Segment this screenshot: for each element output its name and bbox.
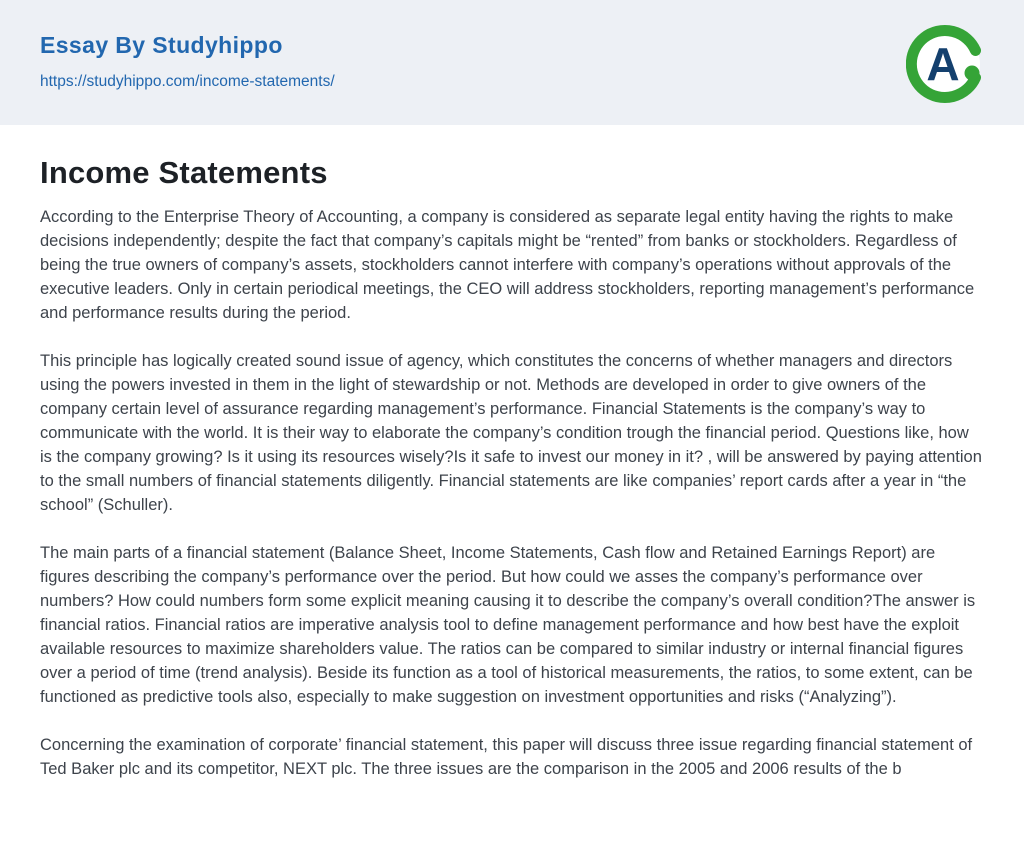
article-paragraph-2: This principle has logically created sound issue of agency, which constitutes the concerns of whether managers and directors using the powers invested in them in the light of stewardship or not. Methods are developed in order to give owners of the company certain level of assurance regarding management’s performance. Financial Statements is the company’s way to communicate with the world. It is their way to elaborate the company’s condition trough the financial period. Questions like, how is the company growing? Is it using its resources wisely?Is it safe to invest our money in it? , will be answered by paying attention to the small numbers of financial statements diligently. Financial statements are like companies’ report cards after a year in “the school” (Schuller). [40, 352, 982, 514]
studyhippo-logo[interactable] [906, 24, 986, 104]
article-paragraph-1: According to the Enterprise Theory of Accounting, a company is considered as separate legal entity having the rights to make decisions independently; despite the fact that company’s capitals might be “rented” from banks or stockholders. Regardless of being the true owners of company’s assets, stockholders cannot interfere with company’s operations without approvals of the executive leaders. Only in certain periodical meetings, the CEO will address stockholders, reporting management’s performance and performance results during the period. [40, 208, 975, 322]
page-title: Income Statements [40, 155, 328, 190]
article-url-link[interactable]: https://studyhippo.com/income-statements/ [40, 73, 335, 90]
site-title: Essay By Studyhippo [40, 32, 283, 58]
article-paragraph-3: The main parts of a financial statement (Balance Sheet, Income Statements, Cash flow and Retained Earnings Report) are figures describing the company’s performance over the period. But how could we asses the company’s performance over numbers? How could numbers form some explicit meaning causing it to describe the company’s overall condition?The answer is financial ratios. Financial ratios are imperative analysis tool to define management performance and how best have the exploit available resources to maximize shareholders value. The ratios can be compared to similar industry or internal financial figures over a period of time (trend analysis). Beside its function as a tool of historical measurements, the ratios, to some extent, can be functioned as predictive tools also, especially to make suggestion on investment opportunities and risks (“Analyzing”). [40, 544, 976, 706]
studyhippo-logo-icon [906, 24, 986, 104]
site-header [0, 0, 1024, 125]
article-paragraph-4: Concerning the examination of corporate’ financial statement, this paper will discuss three issue regarding financial statement of Ted Baker plc and its competitor, NEXT plc. The three issues are the comparison in the 2005 and 2006 results of the b [40, 736, 973, 778]
svg-text:A: A [926, 38, 960, 90]
article-body [40, 205, 984, 781]
article-content [0, 125, 1024, 805]
